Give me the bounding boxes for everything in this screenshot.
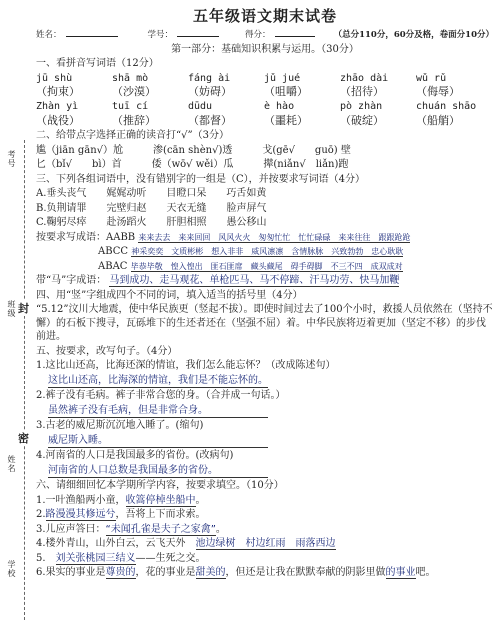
q6-item-text: ——生死之交。 xyxy=(135,552,206,564)
horse-label: 带“马”字成语： xyxy=(36,275,107,287)
binding-margin xyxy=(0,0,34,632)
word-answer: （沙漠） xyxy=(112,85,156,99)
q5-item-3-answer-row xyxy=(36,434,494,449)
name-blank[interactable] xyxy=(66,36,118,37)
q6-item-5 xyxy=(36,552,494,566)
q3-option-a: A.垂头丧气 娓娓动听 目瞪口呆 巧舌如黄 xyxy=(36,188,267,200)
q2-title: 二、给带点字选择正确的读音打“√”（3分） xyxy=(36,130,229,142)
q5-item-3-question: 3.古老的威尼斯沉沉地入睡了。(缩句) xyxy=(36,420,204,432)
word-answer: （侮辱） xyxy=(416,85,460,99)
word-answer: （噩耗） xyxy=(264,113,308,127)
q6-title: 六、请细细回忆本学期所学内容，按要求填空。（10分） xyxy=(36,480,284,492)
q6-item-text: 。 xyxy=(215,523,226,535)
student-info-row xyxy=(36,30,494,41)
q5-item-4-answer-row xyxy=(36,464,494,479)
q5-item-3-answer: 威尼斯入睡。 xyxy=(48,434,268,449)
q5-title: 五、按要求，改写句子。（4分） xyxy=(36,345,178,357)
abcc-answer: 神采奕奕 文质彬彬 想入非非 威风凛凛 含情脉脉 兴致勃勃 忠心耿耿 xyxy=(131,247,404,257)
pinyin-item: Zhàn yì xyxy=(36,101,79,113)
q5-item-4-answer: 河南省的人口总数是我国最多的省份。 xyxy=(48,464,268,479)
margin-label-school: 学校 xyxy=(7,560,16,578)
q1-answer-row-2 xyxy=(36,114,494,129)
q6-item-2 xyxy=(36,508,494,522)
exam-content xyxy=(36,4,494,580)
pinyin-item: wǔ rǔ xyxy=(416,72,447,84)
q2-row-1: 尴（jiān gān√）尬 渗(cān shèn√)透 戈(gē√ guō) 壁 xyxy=(36,144,351,156)
q6-item-6-answer-2: 甜美的 xyxy=(195,567,226,579)
q3-option-b: B.负荆请罪 完壁归赵 天衣无缝 脸声屏气 xyxy=(36,202,267,214)
q1-title: 一、看拼音写词语（12分） xyxy=(36,58,159,70)
q6-item-4-answer: 池边绿树 村边红雨 雨落西边 xyxy=(195,538,336,550)
word-answer: （咀嚼） xyxy=(264,85,308,99)
abac-label: ABAC xyxy=(98,260,128,272)
pinyin-item: zhāo dài xyxy=(340,72,389,84)
page-title: 五年级语文期末试卷 xyxy=(192,7,337,25)
q1-answer-row-1 xyxy=(36,85,494,100)
q6-item-1-answer: 收篙停棹坐船中 xyxy=(125,494,196,506)
q5-item-1-question: 1.这比山还高，比海还深的情谊，我们怎么能忘怀？（改成陈述句） xyxy=(36,360,336,372)
q5-item-2-answer-row xyxy=(36,404,494,419)
horse-answer: 马到成功、走马观花、单枪匹马、马不停蹄、汗马功劳、快马加鞭 xyxy=(109,275,400,287)
pinyin-item: jǔ jué xyxy=(264,72,301,84)
q1-pinyin-row-1 xyxy=(36,72,494,86)
id-label: 学号： xyxy=(147,30,174,41)
margin-label-class: 班级 xyxy=(7,300,16,318)
q6-item-6-answer-3: 的事业 xyxy=(385,567,416,579)
q6-item-6-answer-1: 尊贵的 xyxy=(105,567,136,579)
word-answer: （妨碍） xyxy=(188,85,232,99)
q6-item-text: 6.果实的事业是 xyxy=(36,567,106,579)
word-answer: （都督） xyxy=(188,113,232,127)
aabb-label: 按要求写成语：AABB xyxy=(36,231,136,243)
word-answer: （招待） xyxy=(340,85,384,99)
q3-aabb-row xyxy=(36,231,494,245)
score-blank[interactable] xyxy=(275,36,315,37)
q1-pinyin-row-2 xyxy=(36,100,494,114)
q6-item-text: 2. xyxy=(36,509,46,521)
q3-abac-row xyxy=(36,260,494,274)
q6-item-1 xyxy=(36,494,494,508)
q6-item-text: 1.一叶渔船两小童， xyxy=(36,494,126,506)
word-answer: （破绽） xyxy=(340,113,384,127)
word-answer: （战役） xyxy=(36,113,80,127)
part1-title: 第一部分：基础知识积累与运用。（30分） xyxy=(171,43,359,55)
q3-title: 三、下列各组词语中，没有错别字的一组是（C），并按要求写词语（4分） xyxy=(36,173,366,185)
q6-item-5-answer: 刘关张桃园三结义 xyxy=(55,552,136,564)
pinyin-item: tuī cí xyxy=(112,101,149,113)
score-label: 得分： xyxy=(245,30,271,41)
q3-abcc-row xyxy=(36,245,494,259)
word-answer: （拘束） xyxy=(36,85,80,99)
q6-item-2-answer: 路漫漫其修远兮 xyxy=(45,509,116,521)
q6-item-text: 5. xyxy=(36,552,56,564)
q4-text: “5.12”汶川大地震，使中华民族更（竖起不拔）。即使时间过去了100个小时，救援人员依然在（坚持不懈）的石板下搜寻，瓦砾堆下的生还者还在（坚强不屈）着。中华民族将迈着更加（坚定不移）的步伐前进。 xyxy=(36,304,493,343)
margin-label-exam-number: 考号 xyxy=(7,150,16,168)
word-answer: （推辞） xyxy=(112,113,156,127)
q6-item-text: 3.儿应声答曰： xyxy=(36,523,106,535)
pinyin-item: è hào xyxy=(264,101,295,113)
margin-label-name: 姓名 xyxy=(7,455,16,473)
q6-item-4 xyxy=(36,537,494,551)
q2-row-2: 匕（bǐ√ bì）首 倭（wō√ wěi）瓜 撵(niǎn√ liǎn)跑 xyxy=(36,159,349,171)
q3-horse-row xyxy=(36,274,494,288)
q6-item-text: 4.楼外青山，山外白云，云飞天外 xyxy=(36,538,196,550)
seal-mark-mi: 密 xyxy=(18,432,29,445)
id-blank[interactable] xyxy=(177,36,219,37)
q6-item-tail: 吧。 xyxy=(415,567,436,579)
q6-item-text: ，花的事业是 xyxy=(135,567,196,579)
q5-item-1-answer-row xyxy=(36,374,494,389)
score-note: （总分110分，60分及格，卷面分10分） xyxy=(333,30,494,41)
q5-item-2-answer: 虽然裤子没有毛病，但是非常合身。 xyxy=(48,404,268,419)
pinyin-item: chuán shāo xyxy=(416,101,477,113)
q3-option-c: C.鞠躬尽瘁 赴汤蹈火 肝胆相照 愚公移山 xyxy=(36,217,267,229)
pinyin-item: pò zhàn xyxy=(340,101,383,113)
q6-item-text: 。 xyxy=(195,494,206,506)
abcc-label: ABCC xyxy=(98,246,129,258)
aabb-answer: 来来去去 来来回回 风风火火 匆匆忙忙 忙忙碌碌 来来往往 跟跟跄跄 xyxy=(138,232,411,242)
q5-item-1-answer: 这比山还高，比海深的情谊，我们是不能忘怀的。 xyxy=(48,374,268,389)
seal-mark-feng: 封 xyxy=(18,302,29,315)
pinyin-item: jū shù xyxy=(36,72,73,84)
binding-line xyxy=(24,140,25,620)
pinyin-item: dūdu xyxy=(188,101,213,113)
q6-item-text: ，吾将上下而求索。 xyxy=(115,509,206,521)
pinyin-item: fáng ài xyxy=(188,72,231,84)
q5-item-4-question: 4.河南省的人口是我国最多的省份。(改病句) xyxy=(36,450,234,462)
q6-item-3-answer: “未闻孔雀是夫子之家禽” xyxy=(105,523,216,535)
pinyin-item: shā mò xyxy=(112,72,149,84)
q6-item-3 xyxy=(36,523,494,537)
q5-item-2-question: 2.裤子没有毛病。裤子非常合您的身。（合并成一句话。） xyxy=(36,390,286,402)
q6-item-6 xyxy=(36,566,494,580)
word-answer: （船艄） xyxy=(416,113,460,127)
q6-item-text: ，但还是让我在默默奉献的阴影里做 xyxy=(225,567,386,579)
abac-answer: 毕恭毕敬 惶入惶出 匪石匪席 藏头藏尾 碍手碍脚 不三不四 成双成对 xyxy=(130,261,403,271)
q4-title: 四、用“竖”字组成四个不同的词，填入适当的括号里（4分） xyxy=(36,289,303,301)
name-label: 姓名： xyxy=(36,30,62,41)
